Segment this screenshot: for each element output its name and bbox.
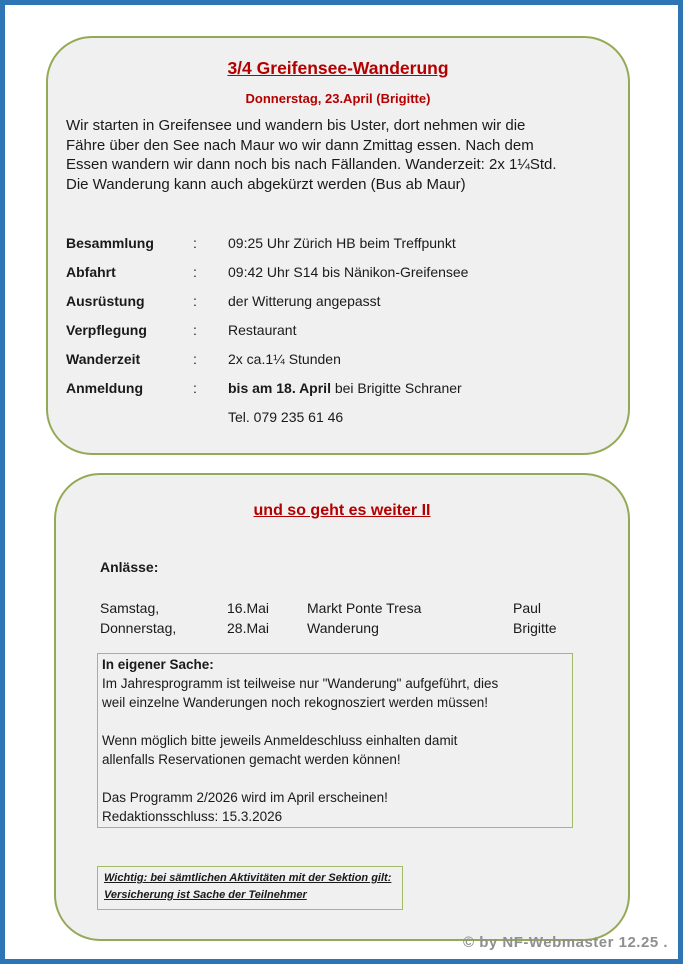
- detail-label: Besammlung: [66, 235, 154, 251]
- detail-separator: :: [193, 293, 197, 309]
- description-line: Wir starten in Greifensee und wandern bis Uster, dort nehmen wir die: [66, 117, 526, 134]
- detail-label: [66, 403, 193, 432]
- event-day: Donnerstag,: [100, 620, 177, 636]
- description-line: Die Wanderung kann auch abgekürzt werden (Bus ab Maur): [66, 175, 466, 193]
- detail-value-rest: bei Brigitte Schraner: [330, 380, 462, 396]
- event-description: [66, 116, 614, 194]
- detail-value: der Witterung angepasst: [228, 293, 381, 309]
- notice-line: Im Jahresprogramm ist teilweise nur "Wanderung" aufgeführt, dies: [102, 676, 499, 691]
- notice-line: Redaktionsschluss: 15.3.2026: [102, 809, 283, 824]
- detail-row-anmeldung: [66, 374, 614, 403]
- detail-value-bold: bis am 18. April: [228, 380, 331, 396]
- detail-separator: :: [193, 264, 197, 280]
- upcoming-title: und so geht es weiter II: [253, 502, 431, 519]
- notice-line: weil einzelne Wanderungen noch rekognosziert werden müssen!: [102, 695, 488, 710]
- detail-label: Wanderzeit: [66, 351, 141, 367]
- detail-label: Verpflegung: [66, 322, 147, 338]
- detail-label: Abfahrt: [66, 264, 116, 280]
- detail-separator: :: [193, 322, 197, 338]
- detail-separator: :: [193, 351, 197, 367]
- event-day: Samstag,: [100, 600, 160, 616]
- event-row: [100, 618, 620, 638]
- detail-value: 09:42 Uhr S14 bis Nänikon-Greifensee: [228, 264, 469, 280]
- detail-value: [228, 374, 462, 403]
- detail-row-wanderzeit: [66, 345, 614, 374]
- detail-row-verpflegung: [66, 316, 614, 345]
- detail-value: Restaurant: [228, 322, 297, 338]
- events-heading: Anlässe:: [100, 559, 159, 575]
- webmaster-copyright: © by NF-Webmaster 12.25 .: [462, 934, 668, 951]
- event-leader: Brigitte: [513, 620, 557, 636]
- notice-line: [102, 712, 568, 731]
- detail-separator: :: [193, 380, 197, 396]
- description-line: Essen wandern wir dann noch bis nach Fällanden. Wanderzeit: 2x 1¼Std.: [66, 156, 557, 173]
- notice-line: Wenn möglich bitte jeweils Anmeldeschluss einhalten damit: [102, 733, 458, 748]
- detail-value: 2x ca.1¼ Stunden: [228, 351, 341, 367]
- notice-line: allenfalls Reservationen gemacht werden können!: [102, 752, 401, 767]
- important-note-line: Versicherung ist Sache der Teilnehmer: [104, 889, 307, 901]
- event-title: 3/4 Greifensee-Wanderung: [227, 58, 449, 78]
- event-name: Markt Ponte Tresa: [307, 600, 422, 616]
- upcoming-events-card: [54, 473, 630, 941]
- detail-row-abfahrt: [66, 258, 614, 287]
- event-row: [100, 598, 620, 618]
- important-note-box: [97, 866, 403, 910]
- detail-row-telefon: [66, 403, 614, 432]
- detail-value: Tel. 079 235 61 46: [228, 409, 344, 425]
- detail-value: 09:25 Uhr Zürich HB beim Treffpunkt: [228, 235, 456, 251]
- detail-row-ausruestung: [66, 287, 614, 316]
- description-line: Fähre über den See nach Maur wo wir dann Zmittag essen. Nach dem: [66, 136, 534, 154]
- event-details-list: [66, 229, 614, 432]
- notice-line: [102, 769, 568, 788]
- detail-label: Ausrüstung: [66, 293, 145, 309]
- event-name: Wanderung: [307, 620, 379, 636]
- notice-box: [97, 653, 573, 828]
- notice-heading: In eigener Sache:: [102, 657, 214, 672]
- notice-line: Das Programm 2/2026 wird im April erscheinen!: [102, 790, 388, 805]
- event-date-subtitle: Donnerstag, 23.April (Brigitte): [245, 91, 431, 106]
- events-table: [100, 598, 620, 638]
- detail-label: Anmeldung: [66, 380, 143, 396]
- event-date: 28.Mai: [227, 620, 270, 636]
- event-card-greifensee: [46, 36, 630, 455]
- event-date: 16.Mai: [227, 600, 270, 616]
- detail-separator: [193, 403, 228, 432]
- detail-row-besammlung: [66, 229, 614, 258]
- detail-separator: :: [193, 235, 197, 251]
- important-note-line: Wichtig: bei sämtlichen Aktivitäten mit der Sektion gilt:: [104, 872, 392, 884]
- event-leader: Paul: [513, 600, 542, 616]
